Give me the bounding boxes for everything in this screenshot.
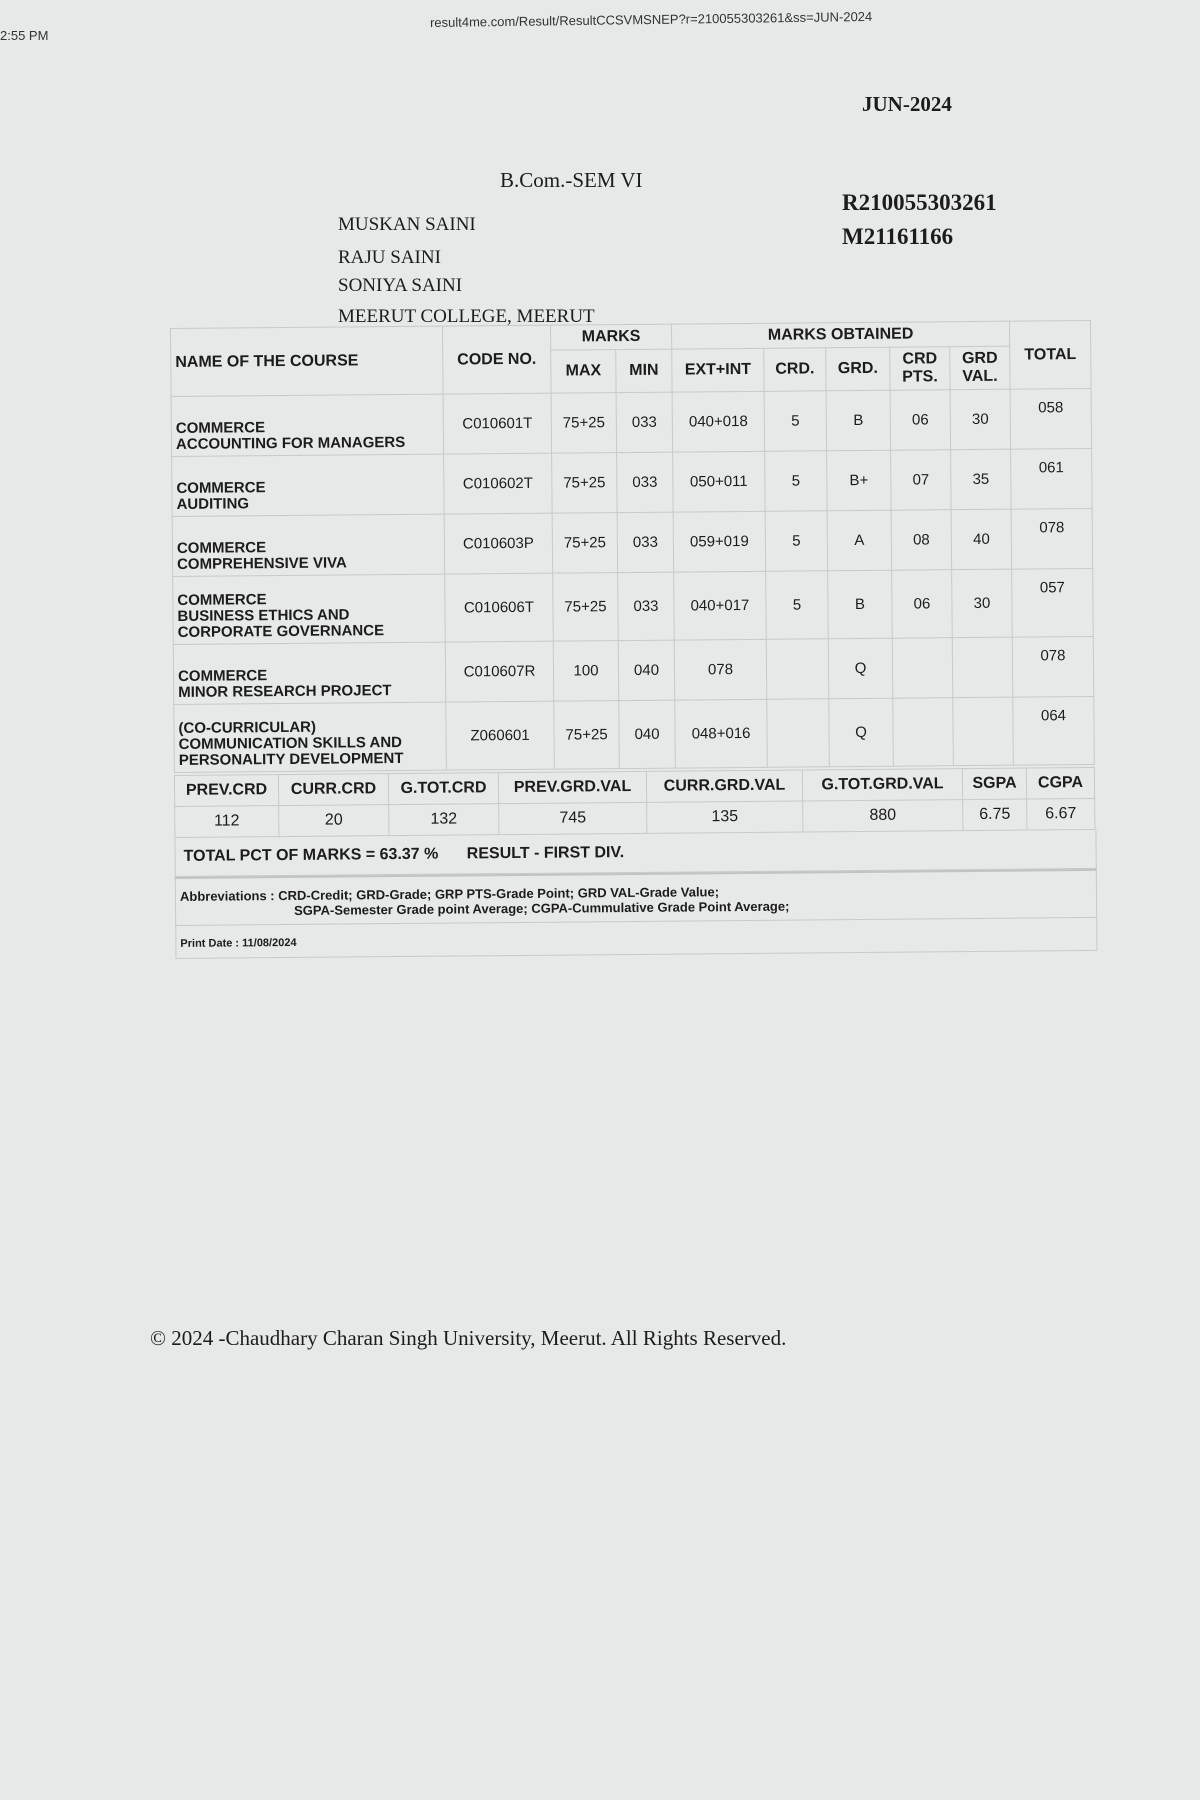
mother-name: SONIYA SAINI bbox=[338, 275, 463, 296]
ext-int-marks: 078 bbox=[674, 639, 767, 700]
min-marks: 033 bbox=[617, 512, 674, 572]
grade: B bbox=[828, 570, 893, 639]
course-name: COMMERCE BUSINESS ETHICS AND CORPORATE GOVERNANCE bbox=[173, 574, 446, 644]
father-name: RAJU SAINI bbox=[338, 247, 441, 268]
min-marks: 033 bbox=[618, 572, 675, 640]
course-code: C010602T bbox=[444, 453, 553, 514]
prev-grd-val-value: 745 bbox=[499, 802, 647, 834]
ext-int-marks: 048+016 bbox=[675, 699, 768, 768]
marksheet bbox=[170, 320, 1095, 959]
course-name: (CO-CURRICULAR) COMMUNICATION SKILLS AND PERSONALITY DEVELOPMENT bbox=[174, 702, 447, 772]
ext-int-marks: 040+017 bbox=[674, 571, 767, 640]
enrollment-number: M21161166 bbox=[842, 224, 954, 249]
row-total: 058 bbox=[1010, 388, 1092, 449]
course-code: C010601T bbox=[443, 393, 552, 454]
marks-table bbox=[170, 320, 1095, 773]
exam-session: JUN-2024 bbox=[862, 92, 952, 116]
table-row bbox=[172, 448, 1093, 516]
header-crd-pts: CRD PTS. bbox=[890, 347, 950, 391]
course-name: COMMERCE COMPREHENSIVE VIVA bbox=[172, 514, 445, 576]
abbreviations-line-1: Abbreviations : CRD-Credit; GRD-Grade; GRP PTS-Grade Point; GRD VAL-Grade Value; bbox=[179, 884, 720, 904]
max-marks: 75+25 bbox=[554, 701, 620, 770]
min-marks: 033 bbox=[617, 452, 674, 512]
grade-value: 30 bbox=[952, 569, 1013, 638]
gtot-crd-value: 132 bbox=[389, 804, 499, 836]
summary-header: PREV.CRD bbox=[174, 775, 278, 807]
min-marks: 040 bbox=[618, 640, 675, 700]
grade-value bbox=[952, 637, 1013, 698]
credit-points: 08 bbox=[891, 510, 952, 571]
student-name: MUSKAN SAINI bbox=[338, 214, 476, 235]
header-total: TOTAL bbox=[1010, 320, 1092, 389]
cgpa-value: 6.67 bbox=[1027, 798, 1095, 830]
header-code: CODE NO. bbox=[442, 325, 551, 394]
page-url: result4me.com/Result/ResultCCSVMSNEP?r=210055303261&ss=JUN-2024 bbox=[429, 8, 873, 31]
course-name: COMMERCE MINOR RESEARCH PROJECT bbox=[173, 642, 446, 704]
curr-crd-value: 20 bbox=[279, 805, 389, 837]
summary-header: SGPA bbox=[962, 768, 1026, 800]
curr-grd-val-value: 135 bbox=[647, 801, 803, 833]
summary-header: CURR.GRD.VAL bbox=[646, 770, 802, 802]
min-marks: 040 bbox=[619, 700, 676, 768]
grade-value: 40 bbox=[951, 509, 1012, 570]
header-marks: MARKS bbox=[550, 324, 671, 350]
min-marks: 033 bbox=[616, 392, 673, 452]
ext-int-marks: 050+011 bbox=[673, 451, 766, 512]
table-row bbox=[174, 696, 1095, 772]
row-total: 057 bbox=[1012, 568, 1094, 637]
max-marks: 75+25 bbox=[552, 513, 618, 574]
course-title: B.Com.-SEM VI bbox=[500, 168, 643, 192]
max-marks: 75+25 bbox=[551, 393, 617, 454]
header-marks-obtained: MARKS OBTAINED bbox=[672, 321, 1010, 349]
prev-crd-value: 112 bbox=[175, 806, 279, 838]
credit: 5 bbox=[765, 451, 828, 512]
summary-header: PREV.GRD.VAL bbox=[498, 771, 646, 803]
table-row bbox=[173, 636, 1094, 704]
row-total: 061 bbox=[1011, 448, 1093, 509]
credit-points bbox=[892, 638, 953, 699]
college-name: MEERUT COLLEGE, MEERUT bbox=[338, 306, 595, 327]
course-code: C010606T bbox=[445, 573, 554, 642]
course-code: C010607R bbox=[445, 641, 554, 702]
credit: 5 bbox=[765, 511, 828, 572]
course-code: Z060601 bbox=[446, 701, 555, 770]
grade: Q bbox=[828, 638, 893, 699]
summary-header: CGPA bbox=[1026, 767, 1094, 799]
max-marks: 75+25 bbox=[552, 453, 618, 514]
grade: A bbox=[827, 510, 892, 571]
grade: Q bbox=[829, 698, 894, 767]
max-marks: 100 bbox=[553, 641, 619, 702]
row-total: 078 bbox=[1011, 508, 1093, 569]
credit-points: 07 bbox=[891, 450, 952, 511]
table-row bbox=[171, 388, 1092, 456]
credit-points: 06 bbox=[890, 390, 951, 451]
credit bbox=[767, 699, 830, 768]
max-marks: 75+25 bbox=[553, 573, 619, 642]
credit: 5 bbox=[764, 391, 827, 452]
result-division: RESULT - FIRST DIV. bbox=[466, 844, 625, 863]
total-percentage: TOTAL PCT OF MARKS = 63.37 % bbox=[183, 845, 439, 865]
header-max: MAX bbox=[551, 350, 616, 394]
ext-int-marks: 040+018 bbox=[672, 391, 765, 452]
credit-points bbox=[893, 698, 954, 767]
grade-value: 30 bbox=[950, 389, 1011, 450]
summary-table bbox=[174, 767, 1096, 838]
credit-points: 06 bbox=[892, 570, 953, 639]
roll-number: R210055303261 bbox=[842, 190, 997, 215]
course-code: C010603P bbox=[444, 513, 553, 574]
grade: B+ bbox=[827, 450, 892, 511]
credit bbox=[766, 639, 829, 700]
row-total: 064 bbox=[1013, 696, 1095, 765]
header-grd: GRD. bbox=[826, 347, 890, 391]
header-ext-int: EXT+INT bbox=[672, 348, 764, 392]
status-time: 2:55 PM bbox=[0, 28, 49, 43]
summary-header: G.TOT.GRD.VAL bbox=[802, 769, 962, 801]
course-name: COMMERCE AUDITING bbox=[172, 454, 445, 516]
abbreviations-line-2: SGPA-Semester Grade point Average; CGPA-Cummulative Grade Point Average; bbox=[294, 898, 790, 918]
credit: 5 bbox=[766, 571, 829, 640]
sgpa-value: 6.75 bbox=[963, 799, 1027, 831]
grade: B bbox=[826, 390, 891, 451]
abbreviations bbox=[175, 869, 1097, 926]
gtot-grd-val-value: 880 bbox=[803, 800, 963, 832]
header-min: MIN bbox=[616, 349, 672, 392]
summary-header: CURR.CRD bbox=[278, 774, 388, 806]
print-date: Print Date : 11/08/2024 bbox=[175, 918, 1097, 959]
table-row bbox=[172, 508, 1093, 576]
table-row bbox=[173, 568, 1094, 644]
grade-value bbox=[953, 697, 1014, 766]
header-crd: CRD. bbox=[764, 348, 826, 392]
summary-header: G.TOT.CRD bbox=[388, 773, 498, 805]
ext-int-marks: 059+019 bbox=[673, 511, 766, 572]
row-total: 078 bbox=[1012, 636, 1094, 697]
header-course-name: NAME OF THE COURSE bbox=[171, 326, 444, 396]
header-grd-val: GRD VAL. bbox=[950, 346, 1010, 390]
copyright-footer: © 2024 -Chaudhary Charan Singh University, Meerut. All Rights Reserved. bbox=[150, 1326, 787, 1350]
grade-value: 35 bbox=[951, 449, 1012, 510]
course-name: COMMERCE ACCOUNTING FOR MANAGERS bbox=[171, 394, 444, 456]
